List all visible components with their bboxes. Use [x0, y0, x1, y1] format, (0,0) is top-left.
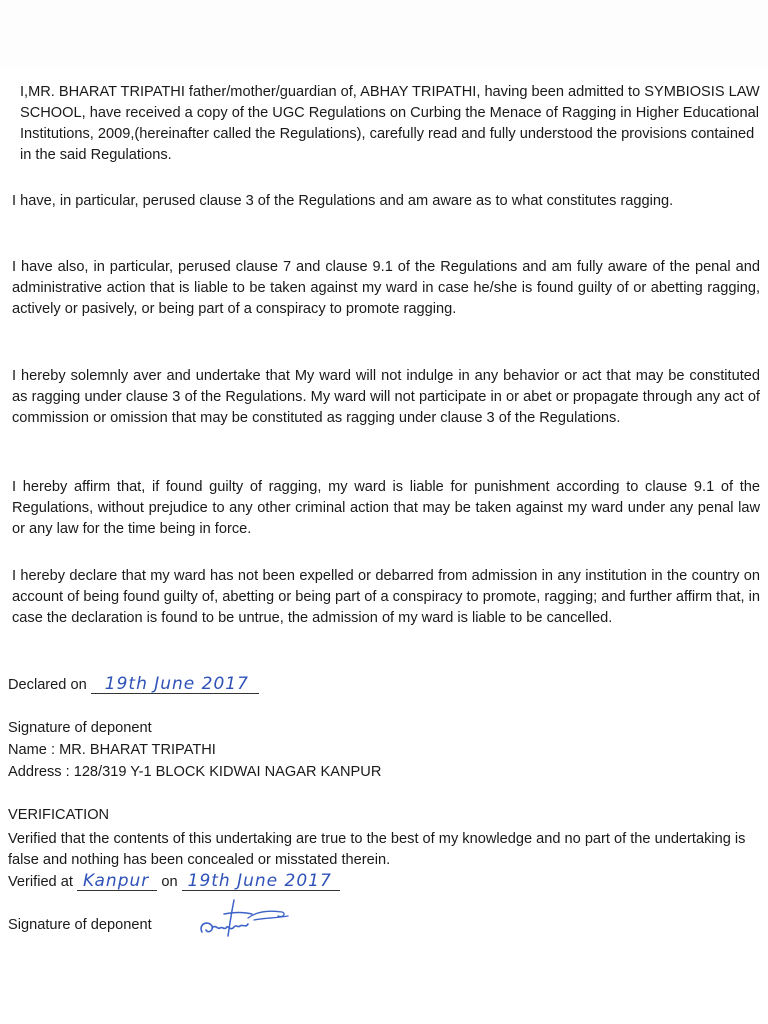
- paragraph-clause-3: I have, in particular, perused clause 3 of the Regulations and am aware as to what constitutes ragging.: [12, 193, 674, 209]
- verification-heading: VERIFICATION: [8, 807, 110, 823]
- verification-text: Verified that the contents of this undertaking are true to the best of my knowledge and no part of the undertaking is false and nothing has been concealed or misstated therein.: [8, 831, 746, 868]
- paragraph-aver-undertake: I hereby solemnly aver and undertake that My ward will not indulge in any behavior or act that may be constituted as ragging under clause 3 of the Regulations. My ward will not participate in or abet or propagate through any act of commission or omission that may be constituted as ragging under clause 3 of the Regulations.: [12, 368, 760, 426]
- declared-date-handwritten: 19th June 2017: [91, 675, 259, 694]
- deponent-address: Address : 128/319 Y-1 BLOCK KIDWAI NAGAR KANPUR: [8, 764, 382, 780]
- verified-at-line: [8, 872, 340, 893]
- paragraph-declare-not-expelled: I hereby declare that my ward has not been expelled or debarred from admission in any institution in the country on account of being found guilty of, abetting or being part of a conspiracy to promote, ragging; and further affirm that, in case the declaration is found to be untrue, the admission of my ward is liable to be cancelled.: [12, 568, 760, 626]
- paragraph-clause-7-9: I have also, in particular, perused clause 7 and clause 9.1 of the Regulations and am fully aware of the penal and administrative action that is liable to be taken against my ward in case he/she is found guilty of or abetting ragging, actively or pasively, or being part of a conspiracy to promote ragging.: [12, 259, 760, 317]
- paragraph-admission: I,MR. BHARAT TRIPATHI father/mother/guardian of, ABHAY TRIPATHI, having been admitted to SYMBIOSIS LAW SCHOOL, have received a copy of the UGC Regulations on Curbing the Menace of Ragging in Higher Educational Institutions, 2009,(hereinafter called the Regulations), carefully read and fully understood the provisions contained in the said Regulations.: [20, 84, 760, 163]
- declared-on-line: [8, 675, 259, 696]
- verified-on-label: on: [161, 874, 178, 890]
- deponent-name: Name : MR. BHARAT TRIPATHI: [8, 742, 216, 758]
- signature-of-deponent-label: Signature of deponent: [8, 720, 152, 736]
- signature-of-deponent-label-2: Signature of deponent: [8, 917, 152, 933]
- verified-date-handwritten: 19th June 2017: [182, 872, 340, 891]
- handwritten-signature: [194, 894, 294, 946]
- declared-on-label: Declared on: [8, 677, 87, 693]
- paragraph-affirm-punishment: I hereby affirm that, if found guilty of ragging, my ward is liable for punishment according to clause 9.1 of the Regulations, without prejudice to any other criminal action that may be taken against my ward under any penal law or any law for the time being in force.: [12, 479, 760, 537]
- verified-at-label: Verified at: [8, 874, 73, 890]
- page-top-margin: [0, 0, 768, 68]
- verified-place-handwritten: Kanpur: [77, 872, 157, 891]
